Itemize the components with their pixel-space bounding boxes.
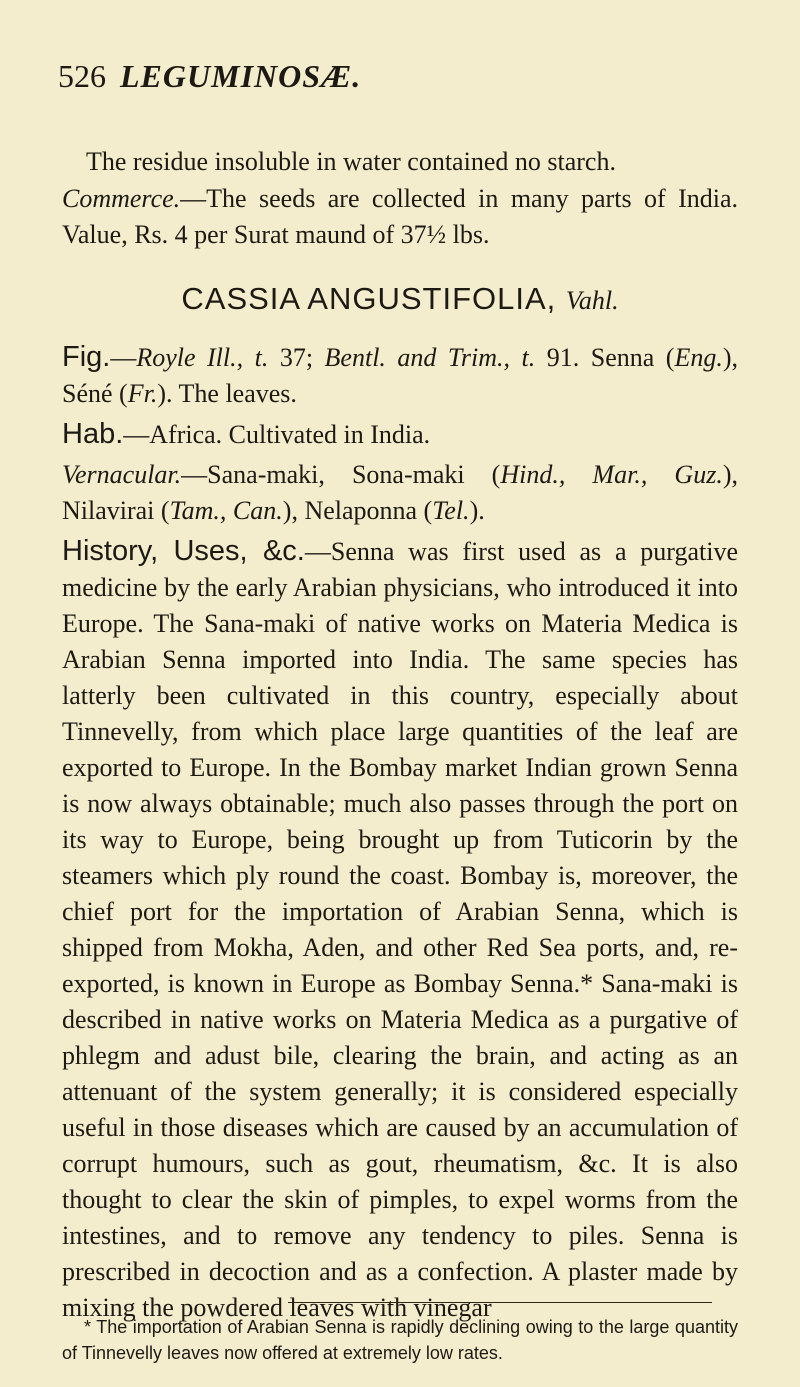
history-text: —Senna was first used as a purgative medicine by the early Arabian physicians, who introduced it into Europe. The Sana-maki of native works on Materia Medica is Arabian Senna imported into India. The same species has latterly been cultivated in this country, especially about Tinnevelly, from which place large quantities of the leaf are exported to Europe. In the Bombay market Indian grown Senna is now always obtainable; much also passes through the port on its way to Europe, being brought up from Tuticorin by the steamers which ply round the coast. Bombay is, moreover, the chief port for the importation of Arabian Senna, which is shipped from Mokha, Aden, and other Red Sea ports, and, re-exported, is known in Europe as Bombay Senna.* Sana-maki is described in native works on Materia Medica as a purgative of phlegm and adust bile, clearing the brain, and acting as an attenuant of the system generally; it is considered especially useful in those diseases which are caused by an accumulation of corrupt humours, such as gout, rheumatism, &c. It is also thought to clear the skin of pimples, to expel worms from the intestines, and to remove any tendency to piles. Senna is prescribed in decoction and as a confection. A plaster made by mixing the powdered leaves with vinegar — [62, 537, 738, 1322]
fig-lang-fr: Fr. — [127, 379, 158, 408]
page-body — [62, 144, 738, 1326]
vernacular-langs-1: Hind., Mar., Guz. — [500, 460, 723, 489]
vernacular-text-2: ), Nilavirai ( — [62, 460, 738, 525]
species-author: Vahl. — [565, 286, 619, 315]
paragraph-history — [62, 533, 738, 1326]
hab-lead: Hab. — [62, 418, 124, 450]
species-heading — [62, 281, 738, 319]
residue-text: The residue insoluble in water contained no starch. — [86, 147, 616, 176]
running-title: LEGUMINOSÆ. — [120, 58, 362, 94]
fig-lang-eng: Eng. — [674, 343, 723, 372]
fig-ref-bentley: Bentl. and Trim., t. — [324, 343, 536, 372]
fig-text-4: ). The leaves. — [157, 379, 297, 408]
hab-text: —Africa. Cultivated in India. — [123, 420, 431, 449]
fig-dash: — — [110, 343, 137, 372]
vernacular-text-4: ). — [469, 496, 485, 525]
vernacular-langs-2: Tam., Can. — [169, 496, 283, 525]
fig-lead: Fig. — [62, 341, 111, 373]
paragraph-hab — [62, 416, 738, 453]
history-lead: History, Uses, &c. — [62, 535, 305, 567]
footnote — [62, 1314, 738, 1366]
footnote-text: * The importation of Arabian Senna is rapidly declining owing to the large quantity of Tinnevelly leaves now offered at extremely low rates. — [62, 1317, 738, 1363]
commerce-label: Commerce. — [62, 184, 181, 213]
fig-text-2: 91. Senna ( — [535, 343, 675, 372]
vernacular-text-1: —Sana-maki, Sona-maki ( — [181, 460, 501, 489]
footnote-rule — [288, 1302, 712, 1303]
paragraph-fig — [62, 339, 738, 412]
paragraph-vernacular — [62, 457, 738, 529]
fig-text-1: 37; — [268, 343, 325, 372]
vernacular-label: Vernacular. — [62, 460, 182, 489]
fig-text-3: ), Séné ( — [62, 343, 738, 408]
page-header — [58, 58, 758, 104]
species-name: CASSIA ANGUSTIFOLIA, — [181, 281, 557, 316]
paragraph-residue — [62, 144, 738, 180]
paragraph-commerce — [62, 181, 738, 253]
vernacular-langs-3: Tel. — [432, 496, 470, 525]
fig-ref-royle: Royle Ill., t. — [136, 343, 269, 372]
commerce-text: —The seeds are collected in many parts of India. Value, Rs. 4 per Surat maund of 37½ lbs. — [62, 184, 738, 249]
vernacular-text-3: ), Nelaponna ( — [282, 496, 433, 525]
page-number: 526 — [58, 58, 106, 94]
